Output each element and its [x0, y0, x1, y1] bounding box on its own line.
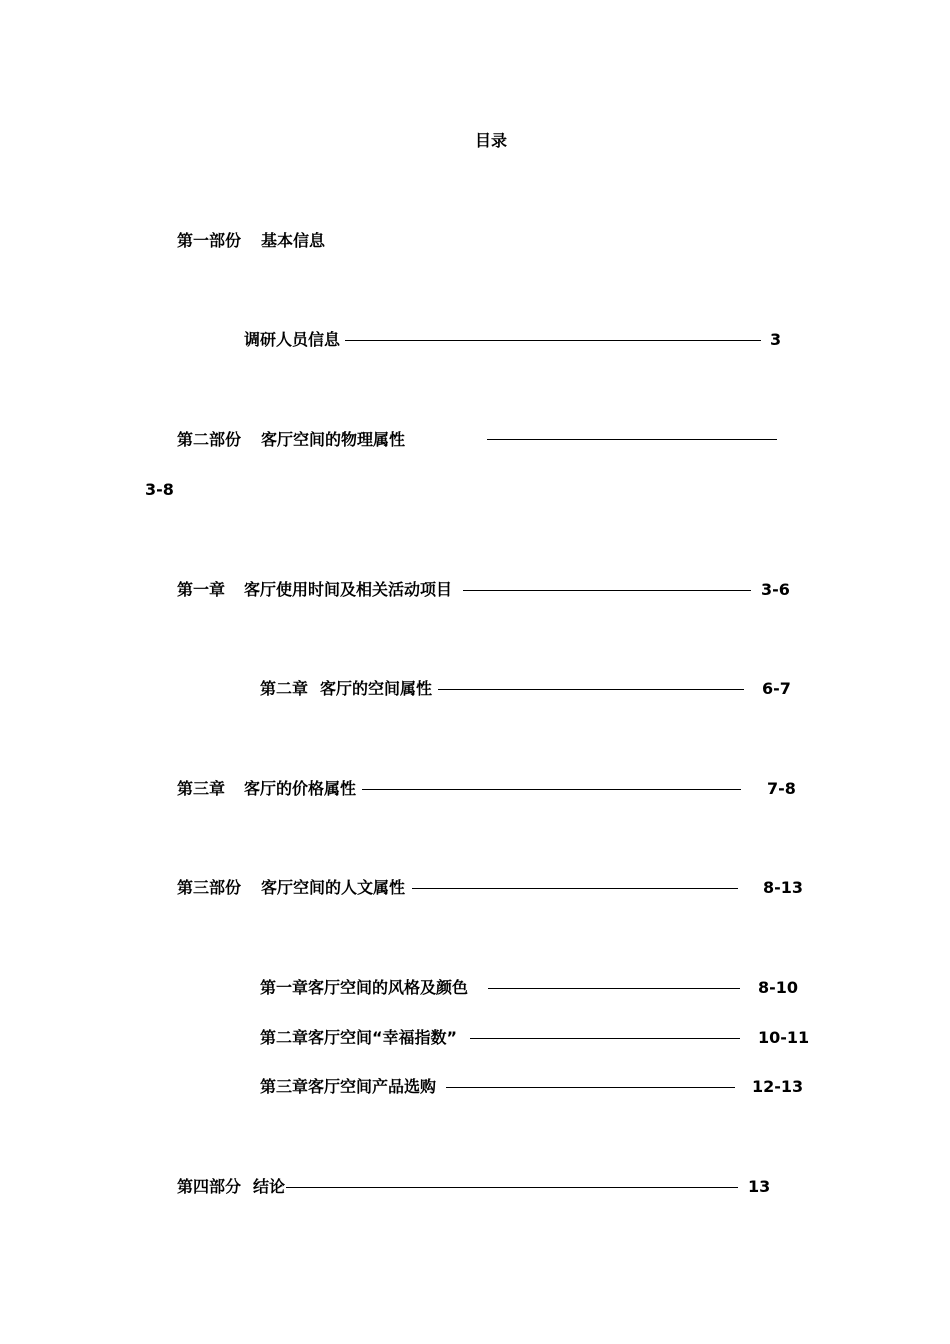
toc-title: 目录 [475, 131, 508, 150]
part2-ch1-title: 客厅使用时间及相关活动项目 [244, 580, 453, 599]
leader-line [345, 340, 761, 341]
part2-ch2-page: 6-7 [762, 679, 791, 698]
leader-line [470, 1038, 740, 1039]
part1-label: 第一部份 [177, 231, 242, 250]
part3-title: 客厅空间的人文属性 [261, 878, 406, 897]
leader-line [286, 1187, 738, 1188]
leader-line [412, 888, 738, 889]
part2-label: 第二部份 [177, 430, 242, 449]
part2-ch3-title: 客厅的价格属性 [244, 779, 357, 798]
part2-ch2-label: 第二章 [260, 679, 309, 698]
part4-label: 第四部分 [177, 1177, 242, 1196]
part4-page: 13 [748, 1177, 771, 1196]
part3-ch1-page: 8-10 [758, 978, 799, 997]
leader-line [463, 590, 751, 591]
leader-line [446, 1087, 735, 1088]
part3-ch3-page: 12-13 [752, 1077, 804, 1096]
part2-ch1-page: 3-6 [761, 580, 790, 599]
part3-ch2-title: 第二章客厅空间“幸福指数” [260, 1028, 458, 1047]
part1-item1-page: 3 [770, 330, 782, 349]
part3-ch2-page: 10-11 [758, 1028, 810, 1047]
part2-title: 客厅空间的物理属性 [261, 430, 406, 449]
part2-ch3-label: 第三章 [177, 779, 226, 798]
part2-ch1-label: 第一章 [177, 580, 226, 599]
leader-line [487, 439, 777, 440]
part3-ch3-title: 第三章客厅空间产品选购 [260, 1077, 437, 1096]
part3-page: 8-13 [763, 878, 804, 897]
leader-line [488, 988, 740, 989]
part2-ch3-page: 7-8 [767, 779, 796, 798]
part3-label: 第三部份 [177, 878, 242, 897]
part3-ch1-title: 第一章客厅空间的风格及颜色 [260, 978, 469, 997]
part4-title: 结论 [253, 1177, 286, 1196]
part1-item1-title: 调研人员信息 [244, 330, 341, 349]
leader-line [438, 689, 744, 690]
part2-page: 3-8 [145, 480, 174, 499]
leader-line [362, 789, 741, 790]
part1-title: 基本信息 [261, 231, 326, 250]
part2-ch2-title: 客厅的空间属性 [320, 679, 433, 698]
